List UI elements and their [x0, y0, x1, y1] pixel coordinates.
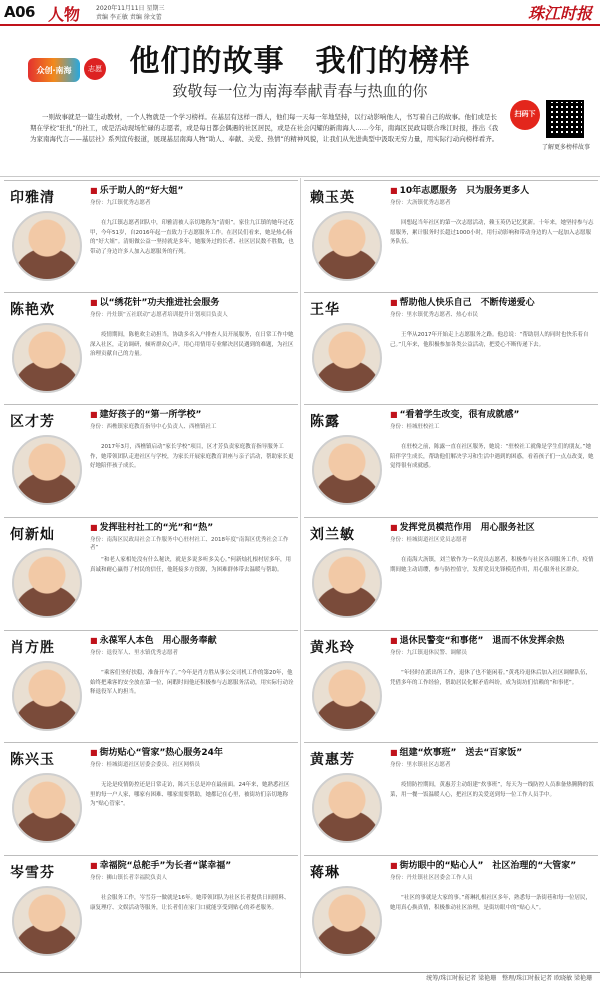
story-title-text: 发挥驻村社工的“光”和“热” [99, 523, 214, 533]
story-title-text: 乐于助人的“好大姐” [99, 186, 184, 196]
portrait-photo [12, 435, 82, 505]
person-role: 身份：南海区民政局社会工作服务中心驻村社工、2018年度“南海区优秀社会工作者” [90, 537, 289, 551]
story-title-text: 组建“炊事班” 送去“百家饭” [399, 748, 523, 758]
person-name: 陈露 [310, 414, 340, 430]
profile-card [304, 630, 598, 742]
story-body: “和老人家相处没有什么秘诀，就是多说多听多关心。”何新灿扎根村居多年，用真诚和耐心赢得了村民的信任，他链接多方资源，为困难群体带去温暖与帮助。 [90, 557, 291, 573]
story-title-text: 街坊贴心“管家”热心服务24年 [99, 748, 223, 758]
story-title[interactable] [90, 635, 294, 647]
profile-card [304, 742, 598, 855]
portrait-photo [312, 548, 382, 618]
profile-card [304, 292, 598, 404]
portrait-photo [312, 661, 382, 731]
person-name: 刘兰敏 [310, 527, 355, 543]
story-title[interactable] [90, 747, 294, 759]
portrait-photo [312, 323, 382, 393]
person-name: 陈艳欢 [10, 302, 55, 318]
page-footer: 统筹/珠江时报记者 梁艳珊 整理/珠江时报记者 欧晓敏 梁艳珊 [0, 972, 600, 985]
story-title-text: 幸福院“总舵手”为长者“谋幸福” [99, 861, 232, 871]
story-title[interactable] [390, 409, 594, 421]
story-body: 社会服务工作，岑雪芬一做就是16年。她带领团队为社区长者提供日间照料、康复理疗、文娱活动等服务，让长者们在家门口就能享受到贴心的养老服务。 [90, 895, 290, 911]
bullet-icon: ■ [390, 410, 398, 419]
profile-card [4, 630, 298, 742]
bullet-icon: ■ [390, 748, 398, 757]
profile-card [304, 855, 598, 970]
portrait-photo [12, 323, 82, 393]
story-title-text: 退休民警变“和事佬” 退而不休发挥余热 [399, 636, 565, 646]
profile-card [4, 180, 298, 292]
page-headline: 他们的故事 我们的榜样 [129, 44, 471, 79]
profile-card [4, 742, 298, 855]
editor-credit: 责编 李正敏 责编 徐文蕾 [96, 14, 162, 21]
profile-card [304, 180, 598, 292]
profile-card [304, 404, 598, 517]
bullet-icon: ■ [390, 523, 398, 532]
story-title[interactable] [90, 860, 294, 872]
story-body: 2017年3月，西樵镇启动“家长学校”项目，区才芳负责家庭教育指导服务工作，她带领团队走进社区与学校，为家长开展家庭教育讲座与亲子活动，帮助家长更好地陪伴孩子成长。 [90, 444, 294, 469]
story-title-text: 帮助他人快乐自己 不断传递爱心 [399, 298, 535, 308]
story-title[interactable] [90, 185, 294, 197]
story-title-text: 街坊眼中的“贴心人” 社区治理的“大管家” [399, 861, 577, 871]
person-name: 黄兆玲 [310, 640, 355, 656]
portrait-photo [12, 773, 82, 843]
story-title[interactable] [390, 860, 594, 872]
bullet-icon: ■ [90, 748, 98, 757]
newspaper-logo: 珠江时报 [527, 4, 592, 23]
profile-card [4, 855, 298, 970]
bullet-icon: ■ [90, 861, 98, 870]
section-name: 人物 [48, 5, 81, 24]
person-role: 身份：里水镇社区志愿者 [390, 762, 451, 768]
qr-code-icon[interactable] [546, 100, 584, 138]
portrait-photo [12, 886, 82, 956]
portrait-photo [12, 661, 82, 731]
bullet-icon: ■ [390, 861, 398, 870]
divider [0, 176, 600, 177]
portrait-photo [312, 886, 382, 956]
story-title-text: 发挥党员模范作用 用心服务社区 [399, 523, 535, 533]
profile-card [4, 292, 298, 404]
person-role: 身份：桂城街道社区居委会委员、社区网格员 [90, 762, 201, 768]
story-title-text: 10年志愿服务 只为服务更多人 [399, 186, 530, 196]
bullet-icon: ■ [90, 410, 98, 419]
story-title-text: “看着学生改变，很有成就感” [399, 410, 520, 420]
person-name: 黄惠芳 [310, 752, 355, 768]
person-role: 身份：丹灶镇社区居委会工作人员 [390, 875, 473, 881]
page-number: A06 [4, 3, 35, 21]
story-title-text: 永葆军人本色 用心服务奉献 [99, 636, 217, 646]
story-body: 疫情期间，陈艳欢主动担当，协助多名入户排查人员开展服务，在日常工作中她深入社区，走访调研，倾听群众心声，用心用情用专业解决居民遇到的难题，为社区治理贡献自己的力量。 [90, 332, 294, 357]
person-name: 何新灿 [10, 527, 55, 543]
person-role: 身份：退役军人、里水镇优秀志愿者 [90, 650, 179, 656]
story-title[interactable] [90, 297, 294, 309]
bullet-icon: ■ [90, 186, 98, 195]
story-body: 无论是疫情防控还是日常走访，陈兴玉总是冲在最前面。24年来，她熟悉社区里的每一户人家，哪家有困难、哪家需要帮助，她都记在心里，被街坊们亲切地称为“贴心管家”。 [90, 782, 290, 807]
portrait-photo [312, 435, 382, 505]
story-title[interactable] [90, 409, 294, 421]
person-name: 区才芳 [10, 414, 55, 430]
story-title[interactable] [390, 297, 594, 309]
profile-card [304, 517, 598, 630]
person-name: 王华 [310, 302, 340, 318]
story-title-text: 以“绣花针”功夫推进社会服务 [99, 298, 220, 308]
story-title[interactable] [390, 522, 594, 534]
bullet-icon: ■ [390, 636, 398, 645]
person-role: 身份：桂城驻校社工 [390, 424, 440, 430]
portrait-photo [312, 773, 382, 843]
person-role: 身份：里水镇优秀志愿者、热心市民 [390, 312, 479, 318]
person-name: 陈兴玉 [10, 752, 55, 768]
bullet-icon: ■ [90, 636, 98, 645]
story-title-text: 建好孩子的“第一所学校” [99, 410, 202, 420]
person-role: 身份：狮山镇长者幸福院负责人 [90, 875, 168, 881]
portrait-photo [12, 548, 82, 618]
person-role: 身份：西樵镇家庭教育指导中心负责人、西樵镇社工 [90, 424, 217, 430]
person-name: 岑雪芬 [10, 865, 55, 881]
story-title[interactable] [390, 635, 594, 647]
story-body: 回想起当年社区的第一次志愿活动，赖玉英仍记忆犹新。十年来，她坚持参与志愿服务，累计服务时长超过1000小时，用行动影响和带动身边的人一起加入志愿服务队伍。 [390, 220, 594, 245]
portrait-photo [12, 211, 82, 281]
column-divider [300, 178, 301, 978]
profile-card [4, 517, 298, 630]
story-body: “年轻时在派出所工作，退休了也不能闲着。”黄兆玲退休后加入社区调解队伍，凭借多年的工作经验，帮助居民化解矛盾纠纷，成为街坊们信赖的“和事佬”。 [390, 670, 591, 686]
story-body: 在驻校之前，陈露一直在社区服务，她说：“驻校社工就像是学生们的朋友。”她陪伴学生成长，帮助他们解决学习和生活中遇到的困惑，看着孩子们一点点改变，她觉得很有成就感。 [390, 444, 594, 469]
masthead [0, 0, 600, 24]
person-name: 赖玉英 [310, 190, 355, 206]
story-body: 王华从2017年开始走上志愿服务之路。他总说：“帮助别人的同时也快乐着自己。”几年来，他积极参加各类公益活动，把爱心不断传递下去。 [390, 332, 589, 348]
person-role: 身份：大沥镇优秀志愿者 [390, 200, 451, 206]
bullet-icon: ■ [390, 186, 398, 195]
person-role: 身份：桂城街道社区党员志愿者 [390, 537, 468, 543]
masthead-rule [0, 24, 600, 26]
person-name: 印雅清 [10, 190, 55, 206]
story-title[interactable] [390, 185, 594, 197]
profile-card [4, 404, 298, 517]
person-name: 肖方胜 [10, 640, 55, 656]
person-role: 身份：丹灶镇“五社联动”志愿者培训提升计划项目负责人 [90, 312, 228, 318]
story-title[interactable] [90, 522, 294, 534]
volunteer-logo: 志愿 [84, 58, 106, 80]
scan-badge: 扫码下 [510, 100, 540, 130]
story-body: 疫情防控期间，黄惠芳主动组建“炊事班”，每天为一线防控人员准备热腾腾的饭菜，用一餐一饭温暖人心，把社区的关爱送到每一位工作人员手中。 [390, 782, 594, 798]
bullet-icon: ■ [90, 298, 98, 307]
person-role: 身份：九江镇优秀志愿者 [90, 200, 151, 206]
story-title[interactable] [390, 747, 594, 759]
person-role: 身份：九江镇退休民警、调解员 [390, 650, 468, 656]
intro-paragraph: 一则故事就是一篇生动教材，一个人物就是一个学习榜样。在基层有这样一群人，他们每一天每一年地坚持，以行动影响他人，书写着自己的故事。他们或是长期在学校“驻扎”的社工，或是活动现场忙碌的志愿者，或是每日都会偶遇的社区居民，或是在社会闪耀的新南海人……今年，南海区民政局联合珠江时报，推出《我为家南海代言——基层社》系列宣传报道，展现基层南海人物“助人、奉献、关爱、热情”的精神风貌，让我们从先进典型中汲取无穷力量，用实际行动向榜样看齐。 [30, 113, 499, 143]
person-name: 蒋琳 [310, 865, 340, 881]
issue-date: 2020年11月11日 星期三 [96, 5, 165, 12]
qr-caption: 了解更多榜样故事 [541, 144, 590, 151]
story-body: “社区的事就是大家的事。”蒋琳扎根社区多年，熟悉每一条街巷和每一位居民，她用真心换真情，积极推动社区治理，是街坊眼中的“贴心人”。 [390, 895, 591, 911]
page-subheadline: 致敬每一位为南海奉献青春与热血的你 [172, 82, 428, 100]
bullet-icon: ■ [90, 523, 98, 532]
story-body: 在九江镇志愿者团队中，印雅清被人亲切地称为“清姐”。家住九江镇的她年过花甲，今年51岁，自2016年起一直致力于志愿服务工作。在居民们看来，她是热心肠的“好大姐”。清姐做公益一坚持就是多年，她服务过的长者、社区居民数不胜数，也带动了身边许多人加入志愿服务的行列。 [90, 220, 294, 255]
portrait-photo [312, 211, 382, 281]
story-body: “乘客们坐好扶稳，准备开车了。”今年是肖方胜从事公交司机工作的第20年，他始终把乘客的安全放在第一位，闲暇时间他还积极参与志愿服务活动，用实际行动诠释退役军人的担当。 [90, 670, 294, 695]
bullet-icon: ■ [390, 298, 398, 307]
story-body: 在南海大沥镇，刘兰敏作为一名党员志愿者，积极参与社区各项服务工作，疫情期间她主动请缨，参与防控值守，发挥党员先锋模范作用，用心服务社区群众。 [390, 557, 594, 573]
campaign-logo: 众创·南海 [28, 58, 80, 82]
